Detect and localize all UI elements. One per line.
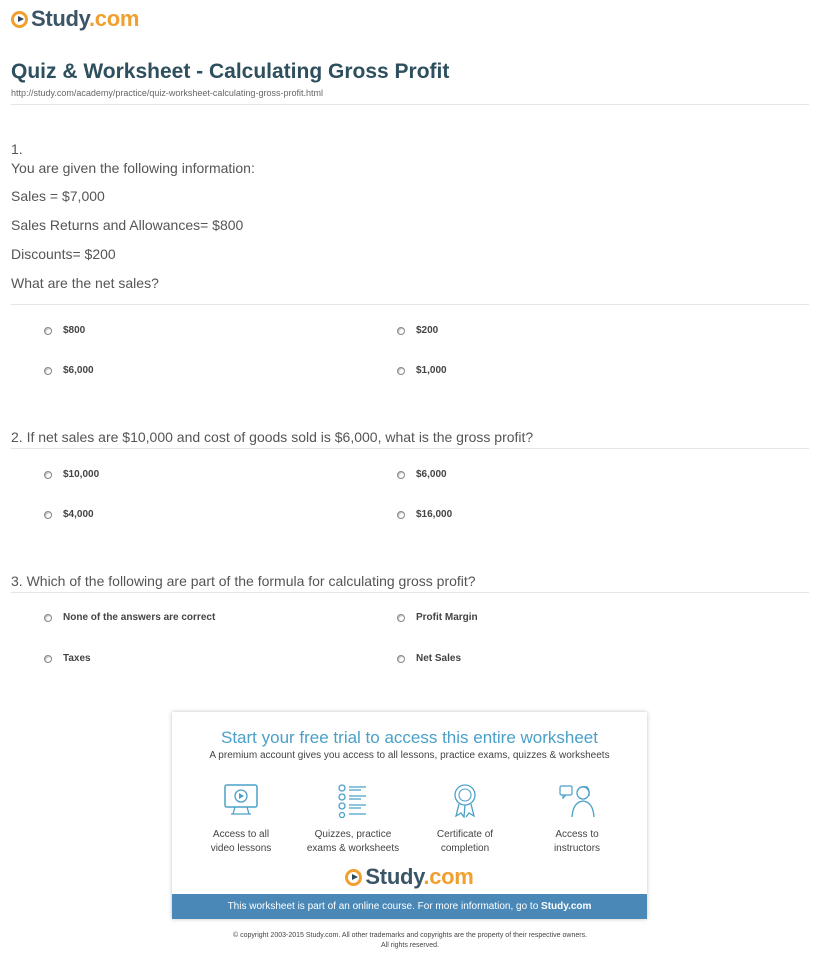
feature-label-line1: Quizzes, practice	[314, 829, 392, 840]
logo-word: Study	[31, 6, 89, 31]
answer-text: $6,000	[416, 469, 447, 480]
answer-text: $16,000	[416, 509, 453, 520]
radio-button[interactable]	[44, 511, 52, 519]
answer-text: $1,000	[416, 365, 447, 376]
feature-certificate	[410, 782, 520, 856]
answer-text: $10,000	[63, 469, 100, 480]
question-1-line: Sales Returns and Allowances= $800	[11, 217, 244, 233]
divider	[11, 104, 809, 105]
answer-text: Net Sales	[416, 653, 462, 664]
feature-label-line1: Access to all	[212, 829, 270, 840]
radio-button[interactable]	[44, 655, 52, 663]
play-logo-icon	[11, 11, 28, 28]
page-title: Quiz & Worksheet - Calculating Gross Profit	[11, 60, 450, 83]
answer-text: Taxes	[63, 653, 91, 664]
answer-option[interactable]	[44, 612, 215, 623]
answer-option[interactable]	[44, 509, 94, 520]
rights-line: All rights reserved.	[381, 942, 439, 949]
video-lesson-icon	[221, 782, 261, 818]
copyright-footer	[0, 931, 820, 951]
answer-text: $4,000	[63, 509, 94, 520]
answer-option[interactable]	[397, 469, 447, 480]
answer-option[interactable]	[44, 469, 99, 480]
divider	[11, 304, 809, 305]
answer-text: Profit Margin	[416, 612, 478, 623]
radio-button[interactable]	[397, 327, 405, 335]
copyright-line: © copyright 2003-2015 Study.com. All other trademarks and copyrights are the property of their respective owners.	[232, 932, 588, 939]
radio-button[interactable]	[44, 327, 52, 335]
radio-button[interactable]	[397, 655, 405, 663]
logo-suffix: .com	[88, 6, 140, 31]
answer-text: $800	[63, 325, 86, 336]
question-1-line: Discounts= $200	[11, 246, 116, 262]
divider	[11, 592, 809, 593]
study-logo[interactable]	[11, 6, 139, 32]
answer-option[interactable]	[44, 653, 91, 664]
page-url[interactable]: http://study.com/academy/practice/quiz-worksheet-calculating-gross-profit.html	[11, 88, 323, 98]
feature-video-lessons	[186, 782, 296, 856]
answer-option[interactable]	[397, 509, 452, 520]
radio-button[interactable]	[397, 614, 405, 622]
study-com-link[interactable]: Study.com	[541, 901, 592, 912]
answer-text: None of the answers are correct	[63, 612, 216, 623]
instructor-icon	[557, 782, 597, 818]
feature-label-line2: instructors	[553, 843, 601, 854]
logo-suffix: .com	[423, 864, 474, 889]
course-info-bar[interactable]	[172, 894, 647, 919]
bar-text: This worksheet is part of an online course. For more information, go to	[227, 901, 542, 912]
answer-option[interactable]	[397, 325, 438, 336]
radio-button[interactable]	[397, 367, 405, 375]
question-3-prompt: 3. Which of the following are part of the formula for calculating gross profit?	[11, 573, 476, 589]
question-1-number: 1.	[11, 141, 23, 157]
answer-option[interactable]	[44, 325, 85, 336]
feature-label-line1: Certificate of	[436, 829, 494, 840]
feature-quizzes	[298, 782, 408, 856]
radio-button[interactable]	[397, 471, 405, 479]
feature-label-line1: Access to	[555, 829, 599, 840]
question-1-line: You are given the following information:	[11, 160, 255, 176]
answer-option[interactable]	[44, 365, 94, 376]
radio-button[interactable]	[44, 471, 52, 479]
radio-button[interactable]	[44, 367, 52, 375]
feature-instructors	[522, 782, 632, 856]
promo-subheadline: A premium account gives you access to all lessons, practice exams, quizzes & worksheets	[209, 750, 610, 761]
answer-text: $6,000	[63, 365, 94, 376]
question-1-line: Sales = $7,000	[11, 188, 105, 204]
answer-option[interactable]	[397, 653, 461, 664]
divider	[11, 448, 809, 449]
answer-option[interactable]	[397, 365, 447, 376]
question-2-prompt: 2. If net sales are $10,000 and cost of goods sold is $6,000, what is the gross profit?	[11, 429, 534, 445]
free-trial-promo[interactable]	[172, 712, 647, 919]
play-logo-icon	[345, 869, 362, 886]
certificate-icon	[445, 782, 485, 818]
radio-button[interactable]	[397, 511, 405, 519]
promo-headline: Start your free trial to access this entire worksheet	[221, 728, 598, 747]
logo-word: Study	[365, 864, 424, 889]
quiz-list-icon	[333, 782, 373, 818]
question-1-prompt: What are the net sales?	[11, 275, 159, 291]
answer-option[interactable]	[397, 612, 478, 623]
feature-label-line2: video lessons	[210, 843, 272, 854]
feature-label-line2: completion	[440, 843, 490, 854]
feature-label-line2: exams & worksheets	[306, 843, 400, 854]
radio-button[interactable]	[44, 614, 52, 622]
promo-study-logo[interactable]	[172, 864, 647, 890]
answer-text: $200	[416, 325, 439, 336]
